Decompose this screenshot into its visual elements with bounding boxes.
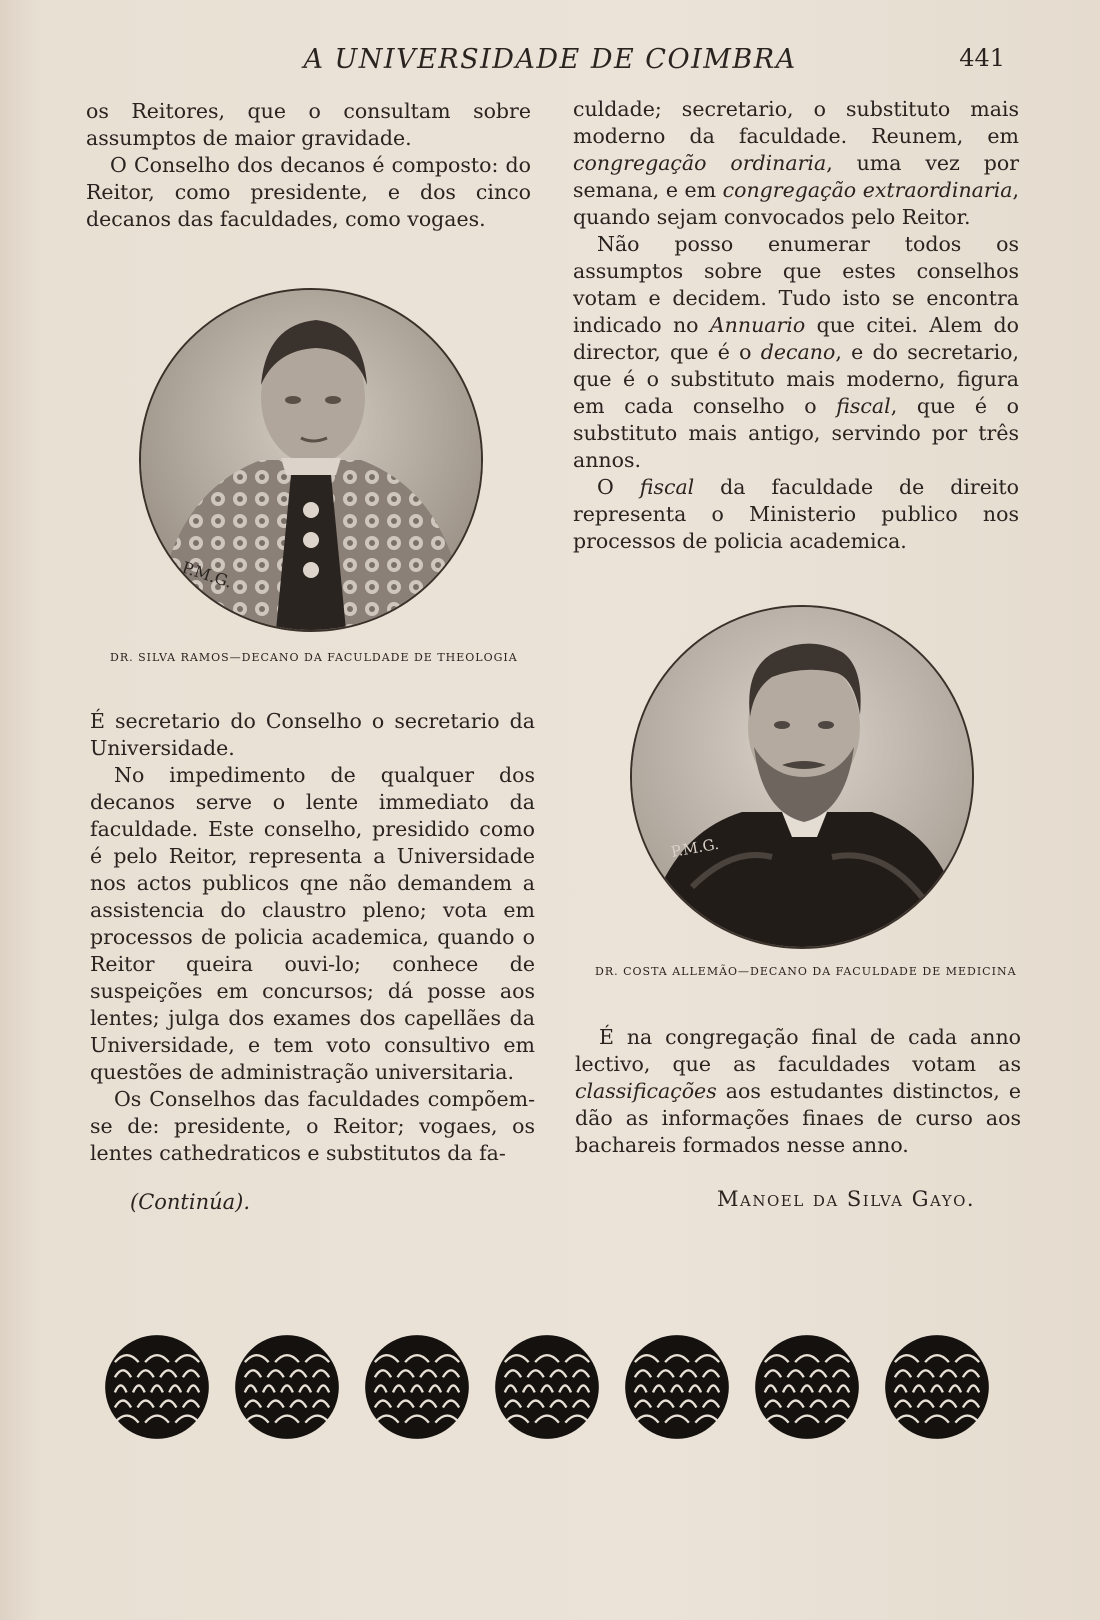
paragraph: É na congregação final de cada anno lectivo, que as faculdades votam as classificações aos estudantes distinctos, e dão as informações finaes de curso aos bachareis formados nesse anno. bbox=[575, 1025, 1021, 1157]
portrait-caption-costa-allemao: DR. COSTA ALLEMÃO—DECANO DA FACULDADE DE MEDICINA bbox=[595, 965, 1017, 978]
column-left-top bbox=[86, 98, 531, 233]
rosette-ornament-icon bbox=[233, 1333, 341, 1441]
svg-text:P.M.G.: P.M.G. bbox=[179, 557, 235, 592]
paragraph: culdade; secretario, o substituto mais moderno da faculdade. Reunem, em congregação ordinaria, uma vez por semana, e em congregação extraordinaria, quando sejam convocados pelo Reitor. bbox=[573, 97, 1019, 229]
rosette-ornament-icon bbox=[883, 1333, 991, 1441]
portrait-photo-icon bbox=[141, 290, 481, 630]
rosette-ornament-icon bbox=[623, 1333, 731, 1441]
running-head-title: A UNIVERSIDADE DE COIMBRA bbox=[303, 44, 797, 75]
rosette-ornament-icon bbox=[363, 1333, 471, 1441]
page-number: 441 bbox=[959, 44, 1005, 72]
author-signature: Manoel da Silva Gayo. bbox=[717, 1187, 976, 1211]
column-right-top bbox=[573, 96, 1019, 555]
paragraph: É secretario do Conselho o secretario da Universidade. bbox=[90, 709, 535, 760]
svg-text:P.M.G.: P.M.G. bbox=[669, 834, 721, 861]
paragraph: os Reitores, que o consultam sobre assumptos de maior gravidade. bbox=[86, 99, 531, 150]
paragraph: Os Conselhos das faculdades compõem-se de: presidente, o Reitor; vogaes, os lentes cathedraticos e substitutos da fa- bbox=[90, 1087, 535, 1165]
continued-note: (Continúa). bbox=[130, 1190, 251, 1214]
paragraph: O fiscal da faculdade de direito representa o Ministerio publico nos processos de policia academica. bbox=[573, 475, 1020, 553]
paragraph: O Conselho dos decanos é composto: do Reitor, como presidente, e dos cinco decanos das faculdades, como vogaes. bbox=[86, 153, 531, 231]
paragraph: No impedimento de qualquer dos decanos serve o lente immediato da faculdade. Este conselho, presidido como é pelo Reitor, representa a Universidade nos actos publicos qne não demandem a assistencia do claustro pleno; vota em processos de policia academica, quando o Reitor queira ouvi-lo; conhece de suspeições em concursos; dá posse aos lentes; julga dos exames dos capellães da Universidade, e tem voto consultivo em questões de administração universitaria. bbox=[90, 763, 535, 1084]
rosette-ornament-icon bbox=[493, 1333, 601, 1441]
rosette-ornament-icon bbox=[103, 1333, 211, 1441]
column-right-bottom bbox=[575, 1024, 1021, 1159]
portrait-costa-allemao bbox=[630, 605, 974, 949]
paragraph: Não posso enumerar todos os assumptos sobre que estes conselhos votam e decidem. Tudo isto se encontra indicado no Annuario que citei. Alem do director, que é o decano, e do secretario, que é o substituto mais moderno, figura em cada conselho o fiscal, que é o substituto mais antigo, servindo por três annos. bbox=[573, 232, 1020, 472]
column-left-bottom bbox=[90, 708, 535, 1167]
rosette-ornament-icon bbox=[753, 1333, 861, 1441]
portrait-silva-ramos bbox=[139, 288, 483, 632]
ornament-band bbox=[103, 1333, 1003, 1443]
portrait-caption-silva-ramos: DR. SILVA RAMOS—DECANO DA FACULDADE DE THEOLOGIA bbox=[110, 651, 518, 664]
portrait-photo-icon bbox=[632, 607, 972, 947]
